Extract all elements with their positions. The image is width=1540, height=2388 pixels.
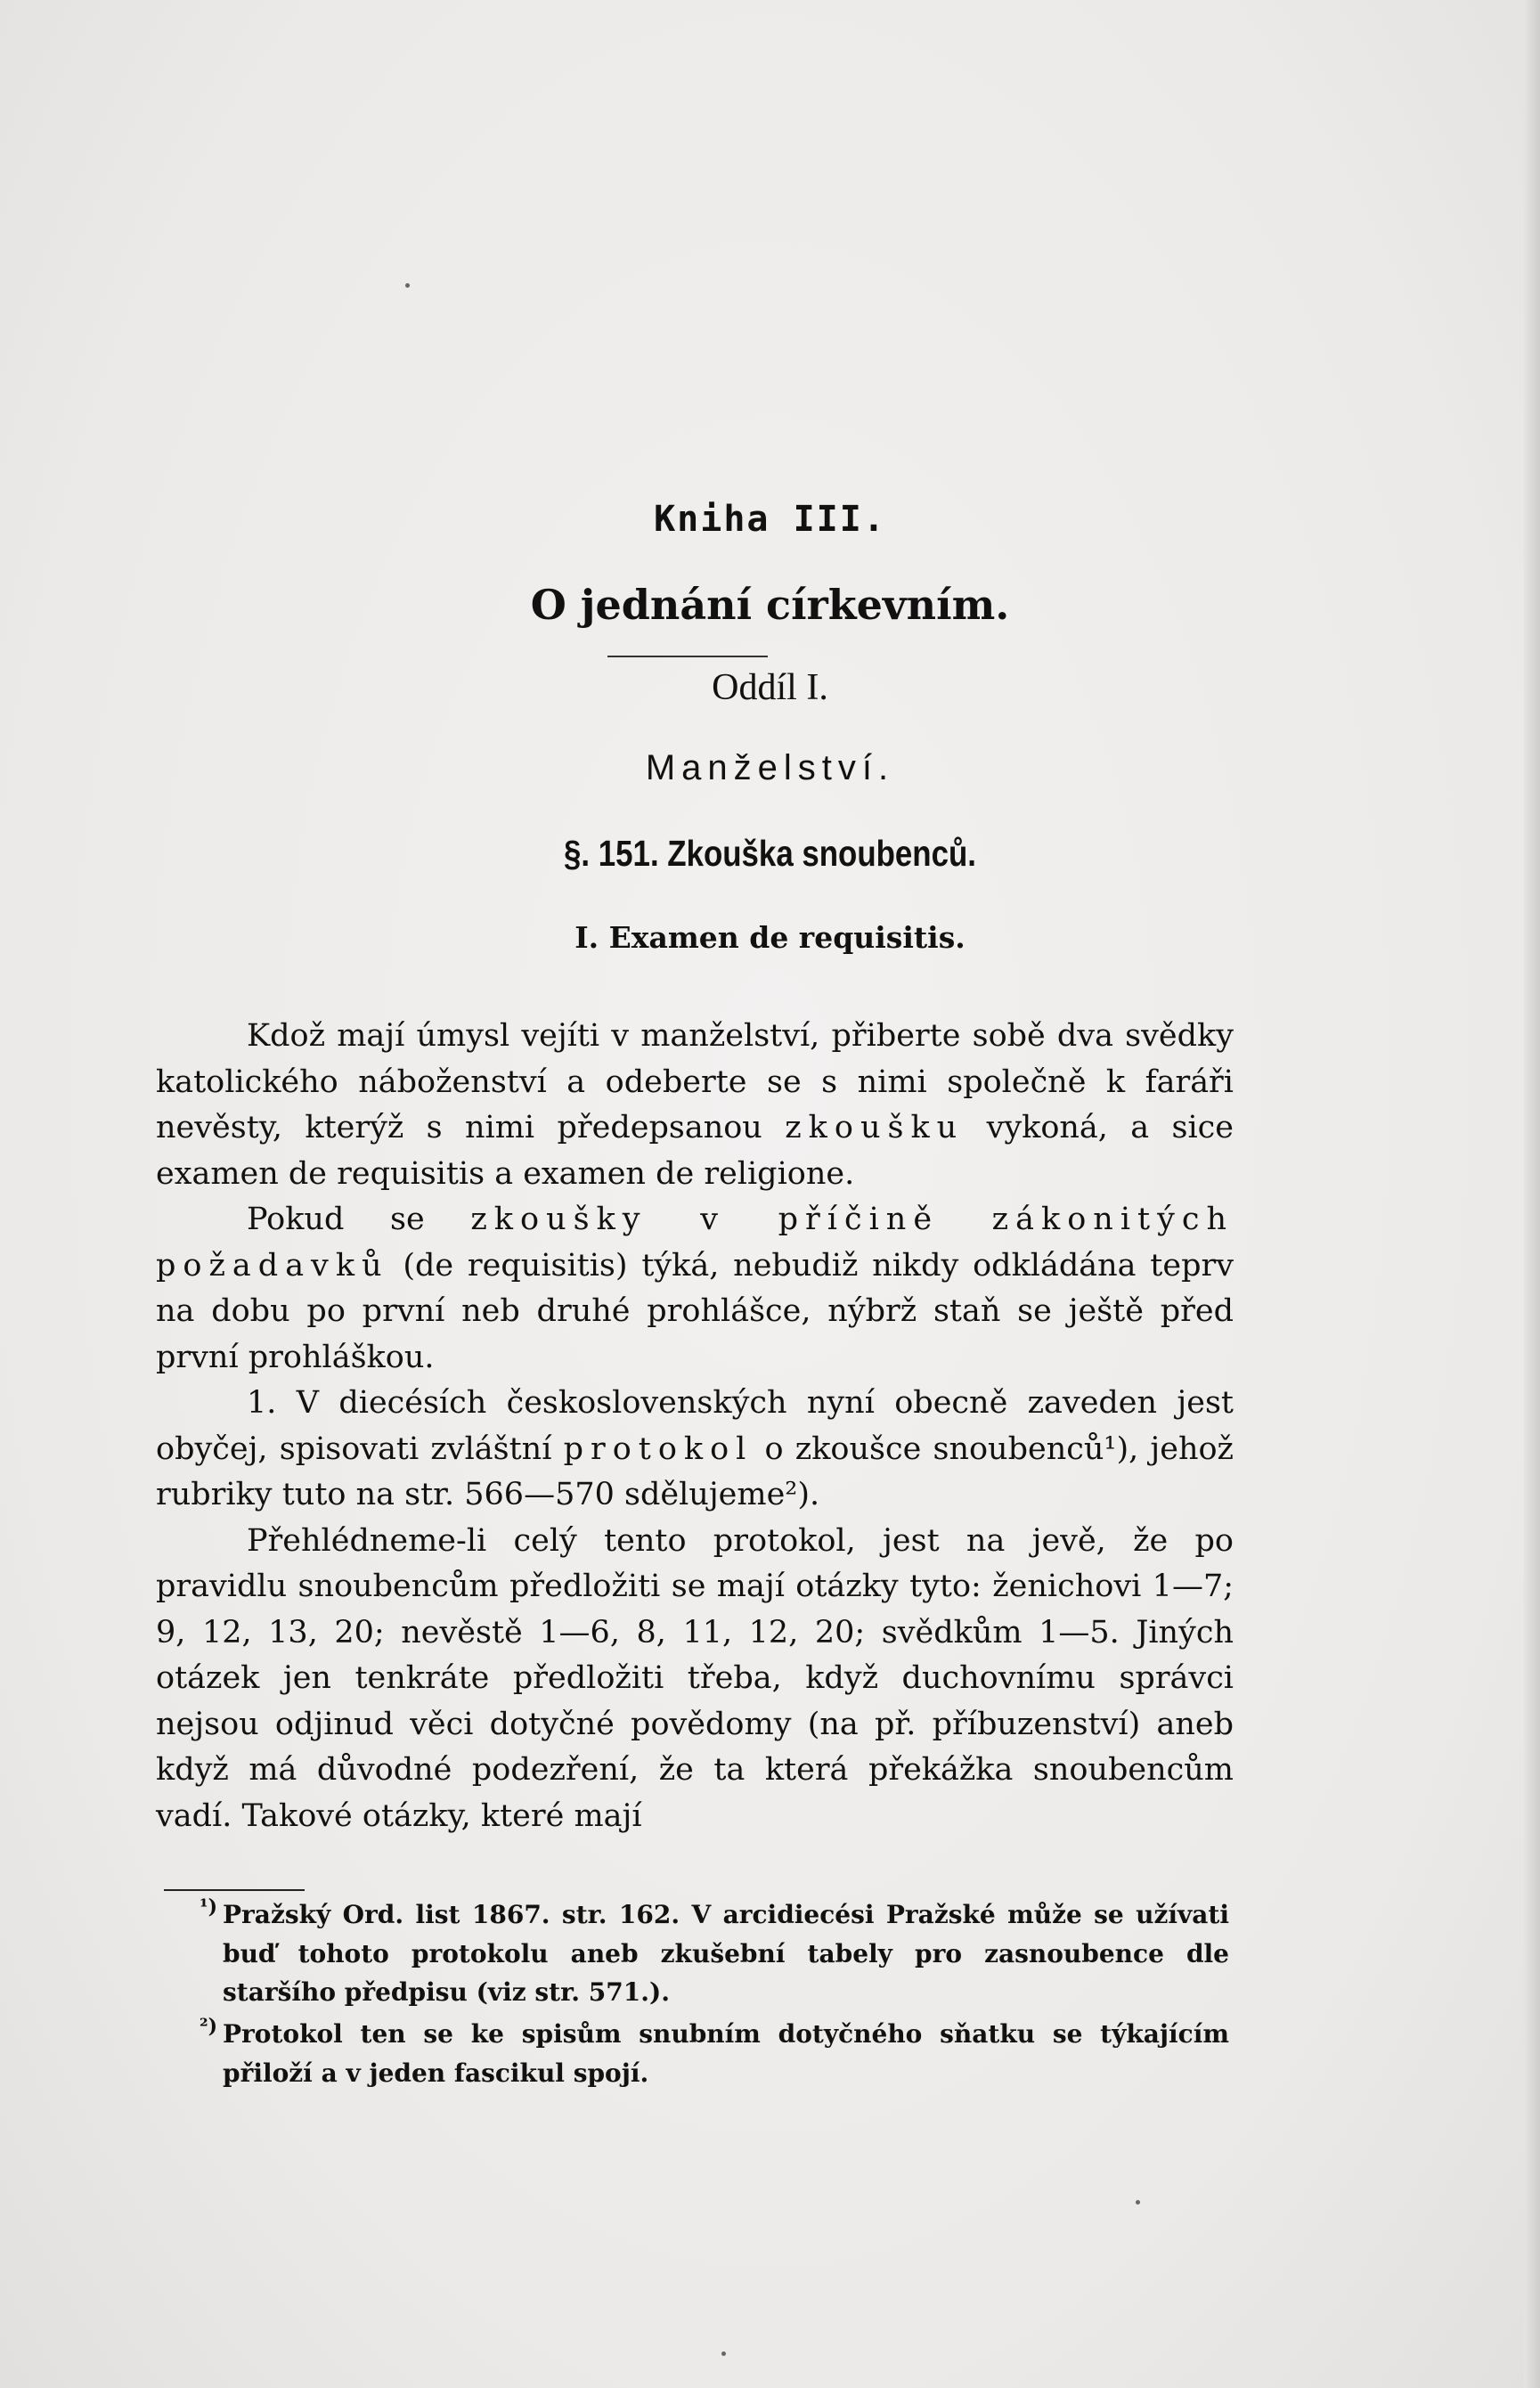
- text-run: vykoná, a sice examen de requisitis a examen de religione.: [156, 1110, 1234, 1192]
- spaced-term: protokol: [563, 1430, 754, 1467]
- footnote-mark: ¹): [200, 1895, 218, 1919]
- text-run: Pokud se: [247, 1202, 471, 1237]
- text-run: (de requisitis) týká, nebudiž nikdy odkládána teprv na dobu po první neb druhé prohlášce, nýbrž staň se ještě před první prohláškou.: [156, 1247, 1234, 1375]
- topic-heading: Manželství.: [645, 748, 895, 787]
- footnote-ref: ¹: [1104, 1430, 1117, 1467]
- text-run: o zkoušce snoubenců: [753, 1430, 1104, 1467]
- footnote-1: [200, 1895, 1229, 2012]
- page-edge: [1524, 0, 1540, 2388]
- footnote-ref: ²: [785, 1477, 798, 1512]
- paragraph-heading: §. 151. Zkouška snoubenců.: [564, 833, 976, 874]
- section-heading: Oddíl I.: [712, 667, 828, 708]
- main-text: [156, 1014, 1234, 1839]
- text-run: ), jehož rubriky tuto na str. 566—570 sdělujeme: [156, 1430, 1234, 1512]
- footnote-text: Pražský Ord. list 1867. str. 162. V arcidiecési Pražské může se užívati buď tohoto protokolu aneb zkušební tabely pro zasnoubence dle staršího předpisu (viz str. 571.).: [223, 1900, 1229, 2007]
- text-run: Kdož mají úmysl vejíti v manželství, přiberte sobě dva svědky katolického náboženství a odeberte se s nimi společně k faráři nevěsty, kterýž s nimi předepsanou: [156, 1018, 1234, 1145]
- footnote-2: [200, 2015, 1229, 2092]
- paragraph-2: [156, 1197, 1234, 1381]
- spaced-term: zkoušku: [785, 1110, 965, 1145]
- scan-speck: [405, 283, 410, 288]
- paragraph-4: Přehlédneme-li celý tento protokol, jest na jevě, že po pravidlu snoubencům předložiti se mají otázky tyto: ženichovi 1—7; 9, 12, 13, 20; nevěstě 1—6, 8, 11, 12, 20; svědkům 1—5. Jiných otázek jen tenkráte předložiti třeba, když duchovnímu správci nejsou odjinud věci dotyčné povědomy (na př. příbuzenství) aneb když má důvodné podezření, že ta která překážka snoubencům vadí. Takové otázky, které mají: [156, 1522, 1234, 1834]
- scan-speck: [721, 2351, 726, 2356]
- subsection-heading: I. Examen de requisitis.: [574, 920, 966, 955]
- book-heading: Kniha III.: [654, 499, 886, 540]
- paragraph-3: [156, 1381, 1234, 1519]
- scan-speck: [1136, 2200, 1140, 2205]
- paragraph-1: [156, 1014, 1234, 1197]
- spaced-term: zkoušky v příčině zákonitých požadavků: [156, 1202, 1234, 1284]
- footnote-text: Protokol ten se ke spisům snubním dotyčného sňatku se týkajícím přiloží a v jeden fascikul spojí.: [223, 2019, 1229, 2088]
- footnote-rule: [164, 1889, 305, 1891]
- text-run: ).: [797, 1477, 820, 1512]
- text-run: 1. V diecésích československých nyní obecně zaveden jest obyčej, spisovati zvláštní: [156, 1385, 1234, 1467]
- part-title: O jednání církevním.: [530, 581, 1010, 629]
- title-rule: [607, 656, 768, 657]
- footnote-mark: ²): [200, 2015, 218, 2038]
